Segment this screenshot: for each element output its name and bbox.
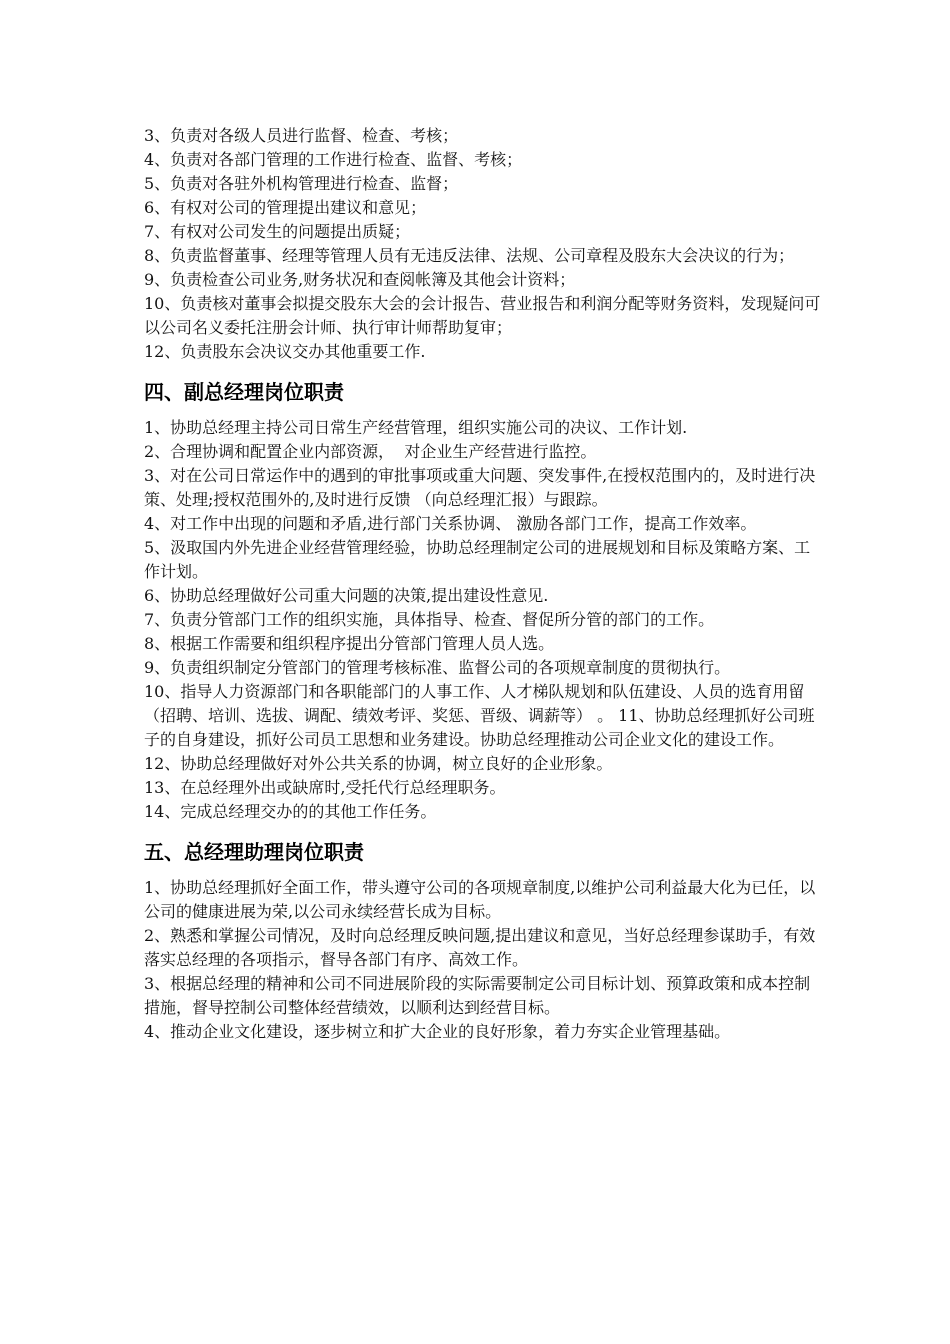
- list-item: 10、指导人力资源部门和各职能部门的人事工作、人才梯队规划和队伍建设、人员的选育用留 （招聘、培训、选拔、调配、绩效考评、奖惩、晋级、调薪等） 。 11、协助总经理抓好公司班子的自身建设，抓好公司员工思想和业务建设。协助总经理推动公司企业文化的建设工作。: [144, 682, 815, 749]
- list-item: 7、有权对公司发生的问题提出质疑；: [144, 222, 411, 241]
- list-item: 8、负责监督董事、经理等管理人员有无违反法律、法规、公司章程及股东大会决议的行为；: [144, 246, 795, 265]
- list-item: 12、负责股东会决议交办其他重要工作.: [144, 342, 426, 361]
- section-gm-assistant-duties: [144, 838, 824, 1044]
- list-item: 1、协助总经理抓好全面工作，带头遵守公司的各项规章制度,以维护公司利益最大化为已任，以公司的健康进展为荣,以公司永续经营长成为目标。: [144, 878, 816, 921]
- list-item: 10、负责核对董事会拟提交股东大会的会计报告、营业报告和利润分配等财务资料，发现疑问可以公司名义委托注册会计师、执行审计师帮助复审；: [144, 294, 821, 337]
- list-item: 9、负责检查公司业务,财务状况和查阅帐簿及其他会计资料；: [144, 270, 576, 289]
- list-item: 6、协助总经理做好公司重大问题的决策,提出建设性意见.: [144, 586, 549, 605]
- list-item: 4、推动企业文化建设，逐步树立和扩大企业的良好形象，着力夯实企业管理基础。: [144, 1022, 731, 1041]
- section-supervisor-duties: [144, 124, 824, 364]
- list-item: 2、合理协调和配置企业内部资源， 对企业生产经营进行监控。: [144, 442, 597, 461]
- list-item: 5、负责对各驻外机构管理进行检查、监督；: [144, 174, 459, 193]
- list-item: 9、负责组织制定分管部门的管理考核标准、监督公司的各项规章制度的贯彻执行。: [144, 658, 731, 677]
- list-item: 3、对在公司日常运作中的遇到的审批事项或重大问题、突发事件,在授权范围内的，及时进行决策、处理;授权范围外的,及时进行反馈 （向总经理汇报）与跟踪。: [144, 466, 816, 509]
- section-heading: 五、总经理助理岗位职责: [144, 840, 364, 864]
- document-page: [144, 124, 824, 1044]
- list-item: 14、完成总经理交办的的其他工作任务。: [144, 802, 437, 821]
- list-item: 3、根据总经理的精神和公司不同进展阶段的实际需要制定公司目标计划、预算政策和成本控制措施，督导控制公司整体经营绩效，以顺利达到经营目标。: [144, 974, 811, 1017]
- list-item: 4、负责对各部门管理的工作进行检查、监督、考核；: [144, 150, 523, 169]
- section-heading: 四、副总经理岗位职责: [144, 380, 344, 404]
- list-item: 13、在总经理外出或缺席时,受托代行总经理职务。: [144, 778, 506, 797]
- list-item: 4、对工作中出现的问题和矛盾,进行部门关系协调、 激励各部门工作，提高工作效率。: [144, 514, 757, 533]
- list-item: 8、根据工作需要和组织程序提出分管部门管理人员人选。: [144, 634, 555, 653]
- list-item: 7、负责分管部门工作的组织实施，具体指导、检查、督促所分管的部门的工作。: [144, 610, 715, 629]
- list-item: 5、汲取国内外先进企业经营管理经验，协助总经理制定公司的进展规划和目标及策略方案、工作计划。: [144, 538, 811, 581]
- list-item: 2、熟悉和掌握公司情况，及时向总经理反映问题,提出建议和意见，当好总经理参谋助手，有效落实总经理的各项指示，督导各部门有序、高效工作。: [144, 926, 816, 969]
- list-item: 3、负责对各级人员进行监督、检查、考核；: [144, 126, 459, 145]
- list-item: 1、协助总经理主持公司日常生产经营管理，组织实施公司的决议、工作计划.: [144, 418, 688, 437]
- section-deputy-gm-duties: [144, 378, 824, 824]
- list-item: 12、协助总经理做好对外公共关系的协调，树立良好的企业形象。: [144, 754, 613, 773]
- list-item: 6、有权对公司的管理提出建议和意见；: [144, 198, 427, 217]
